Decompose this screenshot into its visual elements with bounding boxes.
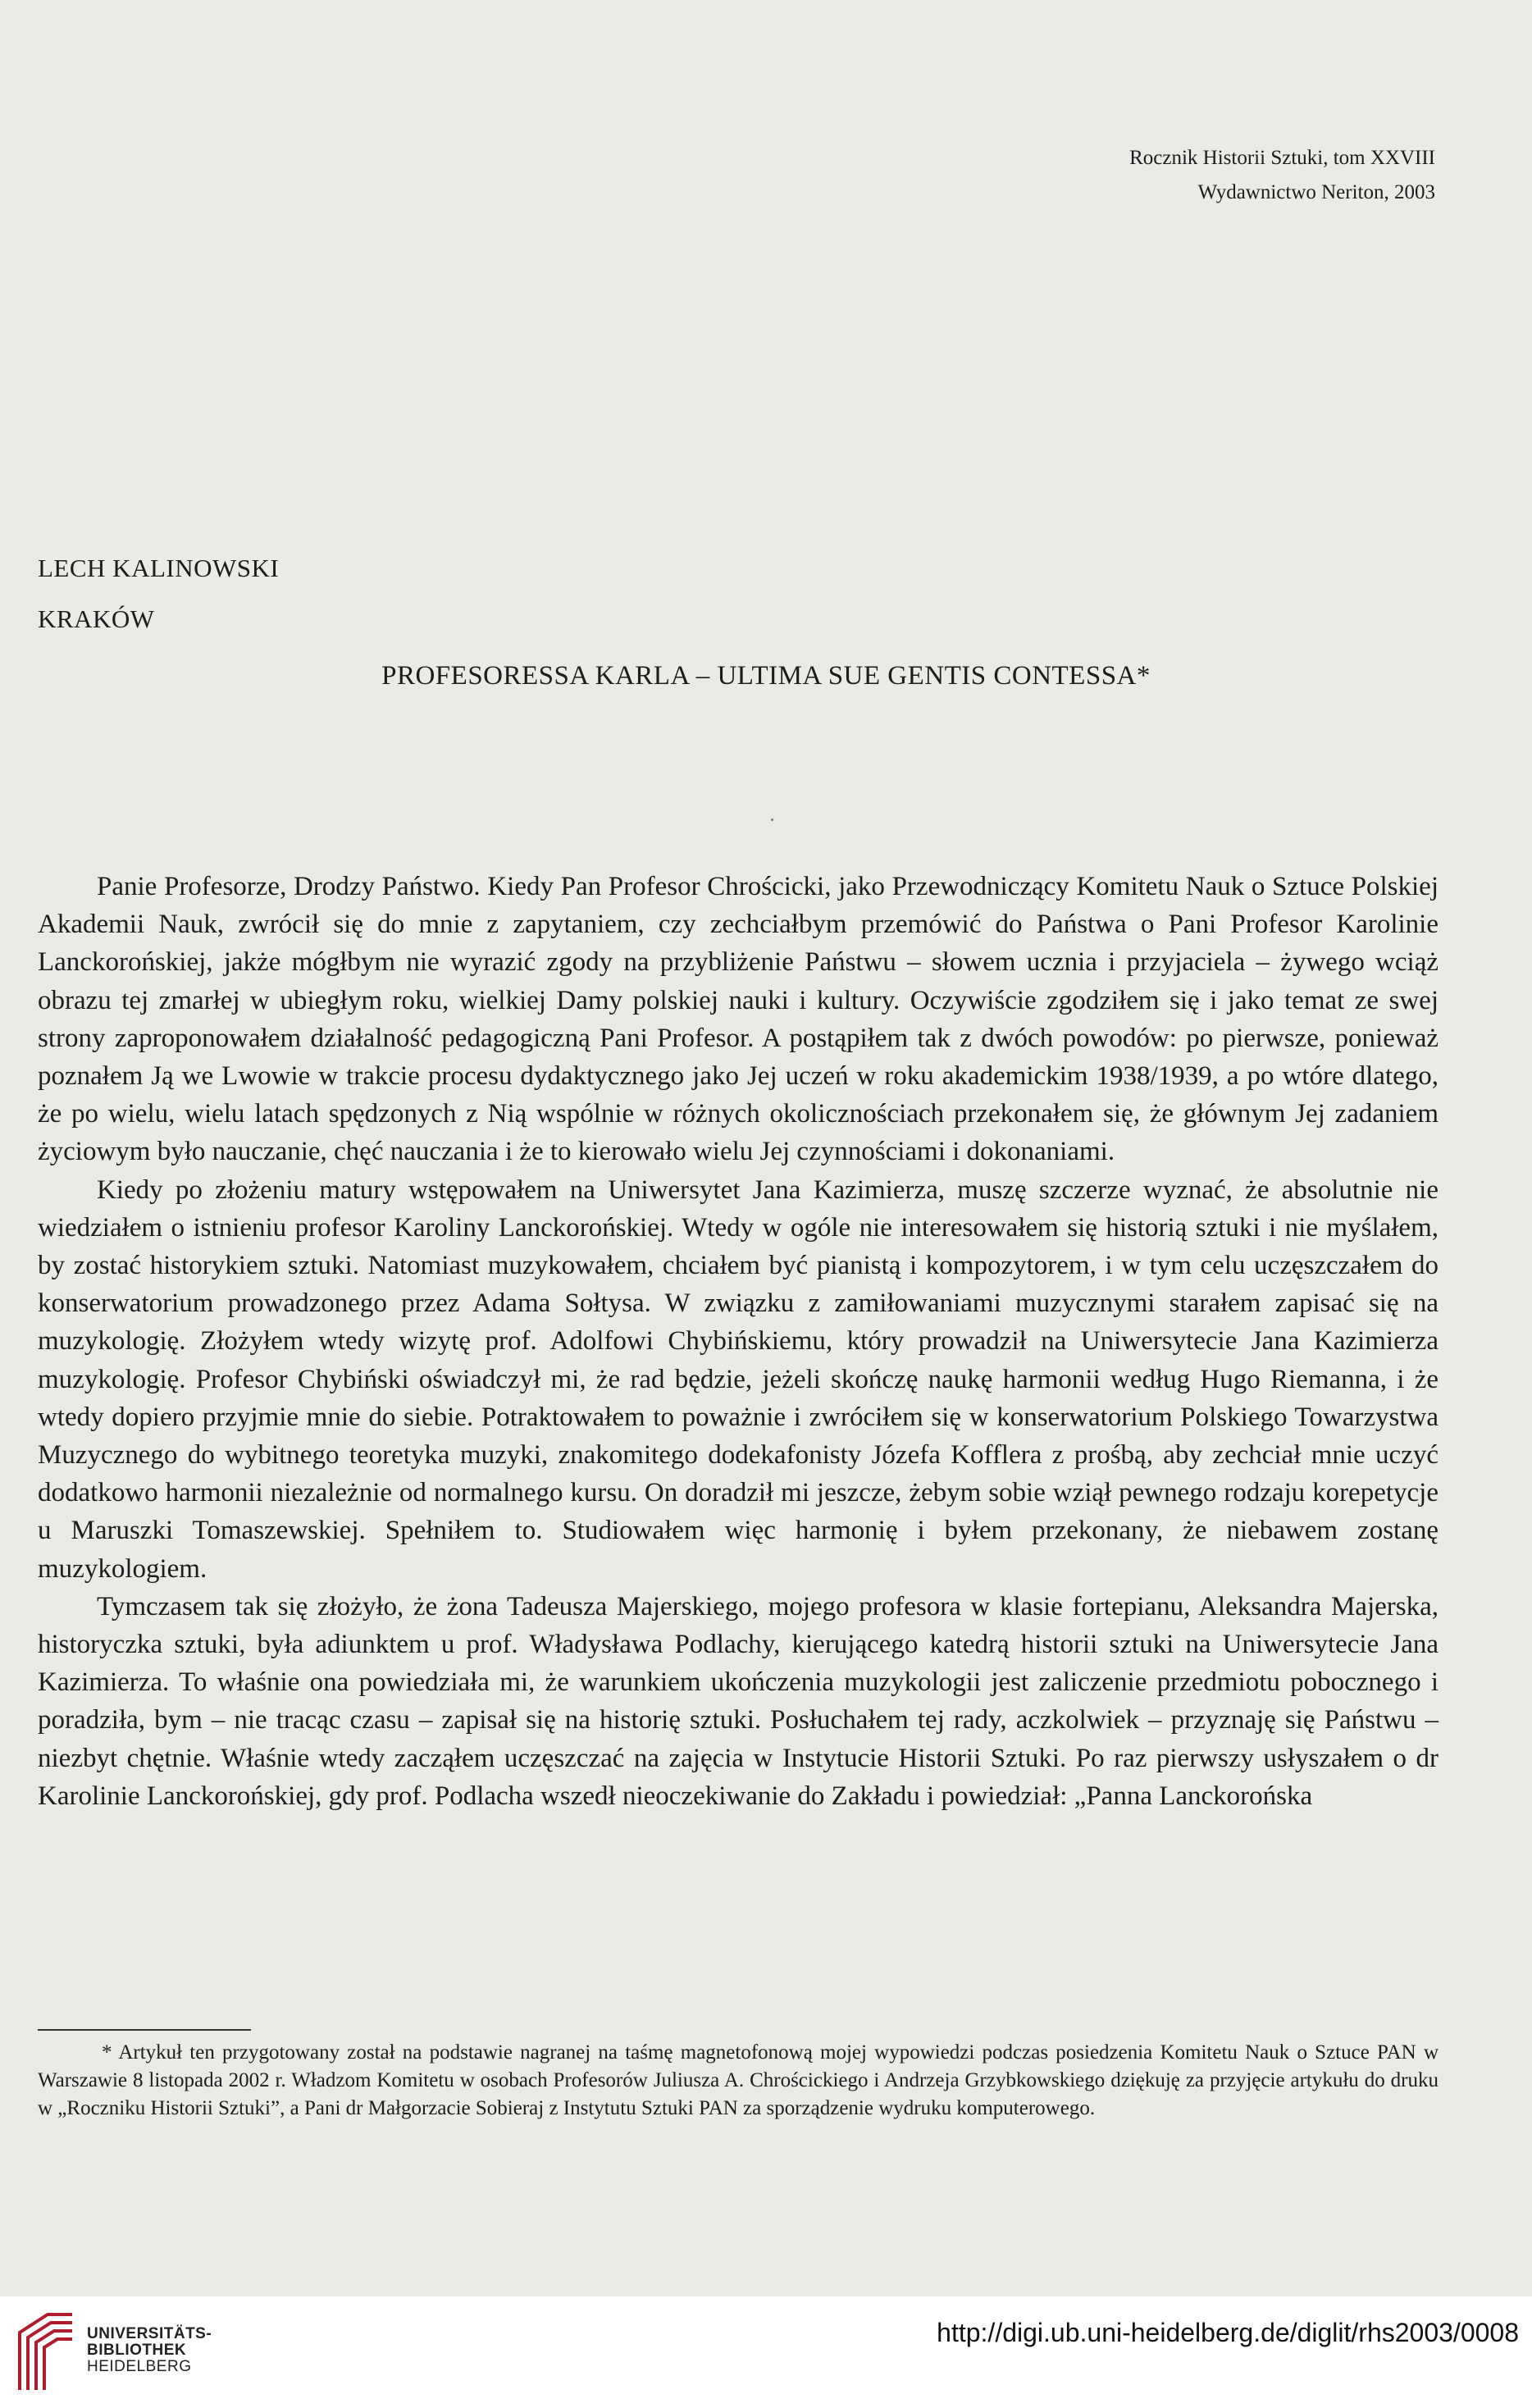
author-name: LECH KALINOWSKI — [38, 554, 280, 582]
paragraph: Tymczasem tak się złożyło, że żona Tadeusza Majerskiego, mojego profesora w klasie fortepianu, Aleksandra Majerska, historyczka sztuki, była adiunktem u prof. Władysława Podlachy, kierującego katedrą historii sztuki na Uniwersytecie Jana Kazimierza. To właśnie ona powiedziała mi, że warunkiem ukończenia muzykologii jest zaliczenie przedmiotu pobocznego i poradziła, bym – nie tracąc czasu – zapisał się na historię sztuki. Posłuchałem tej rady, aczkolwiek – przyznaję się Państwu – niezbyt chętnie. Właśnie wtedy zacząłem uczęszczać na zajęcia w Instytucie Historii Sztuki. Po raz pierwszy usłyszałem o dr Karolinie Lanckorońskiej, gdy prof. Podlacha wszedł nieoczekiwanie do Zakładu i powiedział: „Panna Lanckorońska — [38, 1591, 1439, 1811]
article-title: PROFESORESSA KARLA – ULTIMA SUE GENTIS CONTESSA* — [381, 661, 1151, 691]
running-header — [1129, 141, 1435, 210]
university-library-logo-icon — [15, 2308, 77, 2397]
journal-line: Rocznik Historii Sztuki, tom XXVIII — [1129, 147, 1435, 169]
author-block — [38, 543, 279, 645]
permalink-url[interactable]: http://digi.ub.uni-heidelberg.de/diglit/rhs2003/0008 — [937, 2318, 1519, 2347]
library-name-line2: BIBLIOTHEK — [87, 2342, 187, 2359]
speck-mark — [771, 819, 773, 821]
paragraph: Panie Profesorze, Drodzy Państwo. Kiedy Pan Profesor Chrościcki, jako Przewodniczący Komitetu Nauk o Sztuce Polskiej Akademii Nauk, zwrócił się do mnie z zapytaniem, czy zechciałbym przemówić do Państwa o Pani Profesor Karolinie Lanckorońskiej, jakże mógłbym nie wyrazić zgody na przybliżenie Państwu – słowem ucznia i przyjaciela – żywego wciąż obrazu tej zmarłej w ubiegłym roku, wielkiej Damy polskiej nauki i kultury. Oczywiście zgodziłem się i jako temat ze swej strony zaproponowałem działalność pedagogiczną Pani Profesor. A postąpiłem tak z dwóch powodów: po pierwsze, ponieważ poznałem Ją we Lwowie w trakcie procesu dydaktycznego jako Jej uczeń w roku akademickim 1938/1939, a po wtóre dlatego, że po wielu, wielu latach spędzonych z Nią wspólnie w różnych okolicznościach przekonałem się, że głównym Jej zadaniem życiowym było nauczanie, chęć nauczania i że to kierowało wielu Jej czynnościami i dokonaniami. — [38, 872, 1439, 1167]
author-city: KRAKÓW — [38, 604, 155, 633]
publisher-line: Wydawnictwo Neriton, 2003 — [1197, 181, 1435, 203]
footnote-text: * Artykuł ten przygotowany został na podstawie nagranej na taśmę magnetofonową mojej wypowiedzi podczas posiedzenia Komitetu Nauk o Sztuce PAN w Warszawie 8 listopada 2002 r. Władzom Komitetu w osobach Profesorów Juliusza A. Chrościckiego i Andrzeja Grzybkowskiego dziękuję za przyjęcie artykułu do druku w „Roczniku Historii Sztuki”, a Pani dr Małgorzacie Sobieraj z Instytutu Sztuki PAN za sporządzenie wydruku komputerowego. — [38, 2041, 1439, 2119]
footnote — [38, 2039, 1439, 2123]
library-name-line3: HEIDELBERG — [87, 2358, 192, 2375]
paragraph: Kiedy po złożeniu matury wstępowałem na Uniwersytet Jana Kazimierza, muszę szczerze wyznać, że absolutnie nie wiedziałem o istnieniu profesor Karoliny Lanckorońskiej. Wtedy w ogóle nie interesowałem się historią sztuki i nie myślałem, by zostać historykiem sztuki. Natomiast muzykowałem, chciałem być pianistą i kompozytorem, i w tym celu uczęszczałem do konserwatorium prowadzonego przez Adama Sołtysa. W związku z zamiłowaniami muzycznymi starałem zapisać się na muzykologię. Złożyłem wtedy wizytę prof. Adolfowi Chybińskiemu, który prowadził na Uniwersytecie Jana Kazimierza muzykologię. Profesor Chybiński oświadczył mi, że rad będzie, jeżeli skończę naukę harmonii według Hugo Riemanna, i że wtedy dopiero przyjmie mnie do siebie. Potraktowałem to poważnie i zwróciłem się w konserwatorium Polskiego Towarzystwa Muzycznego do wybitnego teoretyka muzyki, znakomitego dodekafonisty Józefa Kofflera z prośbą, aby zechciał mnie uczyć dodatkowo harmonii niezależnie od normalnego kursu. On doradził mi jeszcze, żebym sobie wziął pewnego rodzaju korepetycje u Maruszki Tomaszewskiej. Spełniłem to. Studiowałem więc harmonię i byłem przekonany, że niebawem zostanę muzykologiem. — [38, 1174, 1439, 1584]
footnote-divider — [38, 2029, 251, 2031]
library-footer — [0, 2296, 1532, 2408]
library-name — [87, 2326, 212, 2375]
library-name-line1: UNIVERSITÄTS- — [87, 2325, 212, 2342]
article-body — [38, 868, 1439, 1815]
